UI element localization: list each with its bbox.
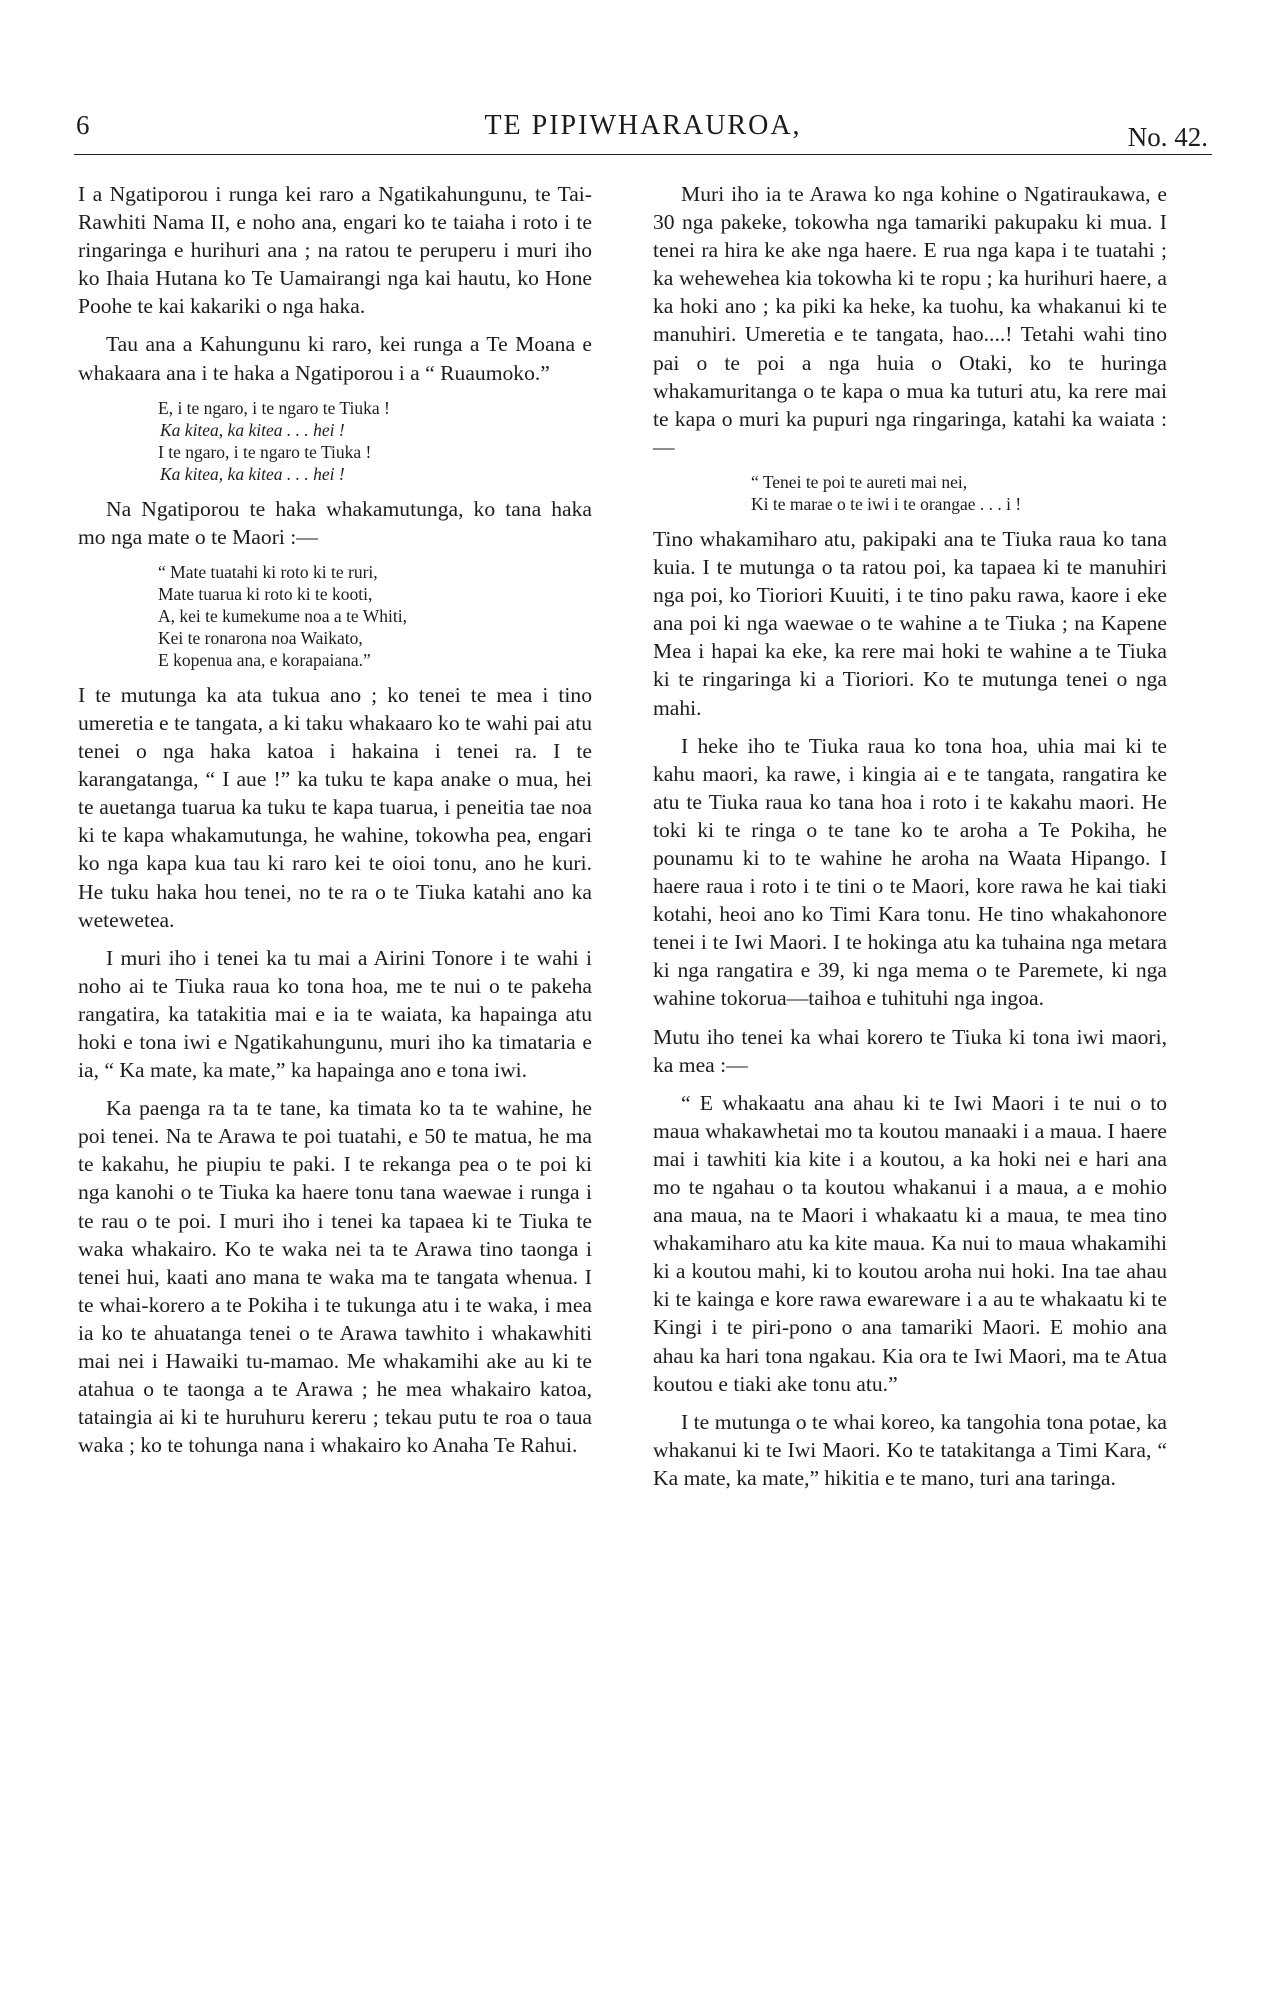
page-number: 6 <box>76 110 90 140</box>
paragraph: “ E whakaatu ana ahau ki te Iwi Maori i te nui o to maua whakawhetai mo ta koutou manaaki i a maua. I haere mai i tawhiti kia kite i a koutou, a ka hoki nei e hari ana mo te ngahau o ta koutou whakanui i a maua, a e mohio ana maua, na te Maori i whakaatu ki a maua, te mea tino whakamiharo atu ka kite maua. Ka nui to maua whakamihi ki a koutou mahi, ki to koutou aroha nui hoki. Ina tae ahau ki te kainga e kore rawa ewareware i a au te whakaatu ki te Kingi i te piri-pono o ana tamariki Maori. E mohio ana ahau ka hari tona ngakau. Kia ora te Iwi Maori, ma te Atua koutou e tiaki ake tonu atu.” <box>653 1090 1167 1396</box>
header-rule <box>74 154 1212 155</box>
verse-line: A, kei te kumekume noa a te Whiti, <box>158 605 407 626</box>
issue-number: No. 42. <box>1127 122 1208 152</box>
paragraph: I heke iho te Tiuka raua ko tona hoa, uhia mai ki te kahu maori, ka rawe, i kingia ai e te tangata, rangatira ke atu te Tiuka raua ko tana hoa i roto i te kakahu maori. He toki ki te ringa o te tane ko te aroha a Te Pokiha, he pounamu ki to te wahine he aroha na Waata Hipango. I haere raua i roto i te tini o te Maori, kore rawa he kai tiaki kotahi, heoi ano ko Timi Kara tonu. He tino whakahonore tenei i te Iwi Maori. I te hokinga atu ka tuhaina nga metara ki nga rangatira e 39, ki nga mema o te Paremete, ki nga wahine tokorua—taihoa e tuhituhi nga ingoa. <box>653 733 1167 1011</box>
verse-line: “ Mate tuatahi ki roto ki te ruri, <box>158 561 378 582</box>
paragraph: I te mutunga o te whai koreo, ka tangohia tona potae, ka whakanui ki te Iwi Maori. Ko te tatakitanga a Timi Kara, “ Ka mate, ka mate,” hikitia e te mano, turi ana taringa. <box>653 1409 1167 1490</box>
verse-line: Ka kitea, ka kitea . . . hei ! <box>160 463 345 484</box>
paragraph: Ka paenga ra ta te tane, ka timata ko ta te wahine, he poi tenei. Na te Arawa te poi tuatahi, e 50 te matua, he ma te kakahu, he piupiu te paki. I te rekanga pea o te poi ki nga kanohi o te Tiuka ka haere tonu tana waewae i runga i te rau o te poi. I muri iho i tenei ka tapaea ki te Tiuka te waka whakairo. Ko te waka nei ta te Arawa tino taonga i tenei hui, kaati ano mana te waka ma te tangata whenua. I te whai-korero a te Pokiha i te tukunga atu i te waka, i mea ia ko te ahuatanga tenei o te Arawa tawhito i whakawhiti mai nei i Hawaiki tu-mamao. Me whakamihi ake au ki te atahua o te taonga a te Arawa ; he mea whakairo katoa, tataingia ai ki te huruhuru kereru ; tekau putu te roa o taua waka ; ko te tohunga nana i whakairo ko Anaha Te Rahui. <box>78 1096 592 1458</box>
verse-line: Kei te ronarona noa Waikato, <box>158 627 363 648</box>
verse-line: Mate tuarua ki roto ki te kooti, <box>158 583 373 604</box>
paragraph: I muri iho i tenei ka tu mai a Airini Tonore i te wahi i noho ai te Tiuka raua ko tona hoa, me te nui o te pakeha rangatira, ka tatakitia mai e ia te waiata, ka hapainga atu hoki e tona iwi e Ngatikahungunu, muri iho ka timataria e ia, “ Ka mate, ka mate,” ka hapainga ano e tona iwi. <box>78 945 592 1083</box>
running-header <box>74 110 1212 156</box>
paragraph: Na Ngatiporou te haka whakamutunga, ko tana haka mo nga mate o te Maori :— <box>78 496 592 549</box>
left-column <box>78 180 592 1469</box>
verse-line: E, i te ngaro, i te ngaro te Tiuka ! <box>158 397 390 418</box>
paragraph: I a Ngatiporou i runga kei raro a Ngatikahungunu, te Tai-Rawhiti Nama II, e noho ana, engari ko te taiaha i roto i te ringaringa e hurihuri ana ; na ratou te peruperu i muri iho ko Ihaia Hutana ko Te Uamairangi nga kai hautu, ko Hone Poohe te kai kakariki o nga haka. <box>78 182 592 319</box>
paragraph: Mutu iho tenei ka whai korero te Tiuka ki tona iwi maori, ka mea :— <box>653 1024 1167 1077</box>
verse-line: E kopenua ana, e korapaiana.” <box>158 649 371 670</box>
paragraph: Tau ana a Kahungunu ki raro, kei runga a Te Moana e whakaara ana i te haka a Ngatiporou i a “ Ruaumoko.” <box>78 332 592 385</box>
verse-block <box>158 397 592 485</box>
verse-line: Ki te marae o te iwi i te orangae . . . i ! <box>751 493 1022 514</box>
paragraph: I te mutunga ka ata tukua ano ; ko tenei te mea i tino umeretia e te tangata, a ki taku whakaaro ko te wahi pai atu tenei o nga haka katoa i hakaina i tenei ra. I te karangatanga, “ I aue !” ka tuku te kapa anake o mua, hei te auetanga tuarua ka tuku te kapa tuarua, i peneitia tae noa ki te kapa whakamutunga, he wahine, tokowha pea, engari ko nga kapa kua tau ki raro kei te oioi tonu, ano he kuri. He tuku haka hou tenei, no te ra o te Tiuka katahi ano ka wetewetea. <box>78 682 592 932</box>
verse-line: I te ngaro, i te ngaro te Tiuka ! <box>158 441 372 462</box>
verse-block <box>158 561 592 671</box>
right-column <box>653 180 1167 1502</box>
verse-block <box>751 471 1167 515</box>
paragraph: Tino whakamiharo atu, pakipaki ana te Tiuka raua ko tana kuia. I te mutunga o ta ratou poi, ka tapaea ki te manuhiri nga poi, ko Tioriori Kuuiti, i te tino paku rawa, kaore i eke ana poi ki nga waewae o te wahine a te Tiuka ; na Kapene Mea i hapai ka eke, ka rere mai hoki te wahine a te Tiuka ki te ringaringa ki a Tioriori. Ko te mutunga tenei o nga mahi. <box>653 526 1167 720</box>
publication-title: TE PIPIWHARAUROA, <box>484 110 802 141</box>
verse-line: Ka kitea, ka kitea . . . hei ! <box>160 419 345 440</box>
paragraph: Muri iho ia te Arawa ko nga kohine o Ngatiraukawa, e 30 nga pakeke, tokowha nga tamariki pakupaku ki mua. I tenei ra hira ke ake nga haere. E rua nga kapa i te tuatahi ; ka wehewehea kia tokowha ki te ropu ; ka hurihuri haere, a ka hoki ano ; ka piki ka heke, ka tuohu, ka whakanui ki te manuhiri. Umeretia e te tangata, hao....! Tetahi wahi tino pai o te poi a nga huia o Otaki, ko te huringa whakamuritanga o te kapa o mua ka tuturi atu, ka rere mai te kapa o muri ka pupuri nga ringaringa, katahi ka waiata :— <box>653 182 1167 459</box>
verse-line: “ Tenei te poi te aureti mai nei, <box>751 471 968 492</box>
